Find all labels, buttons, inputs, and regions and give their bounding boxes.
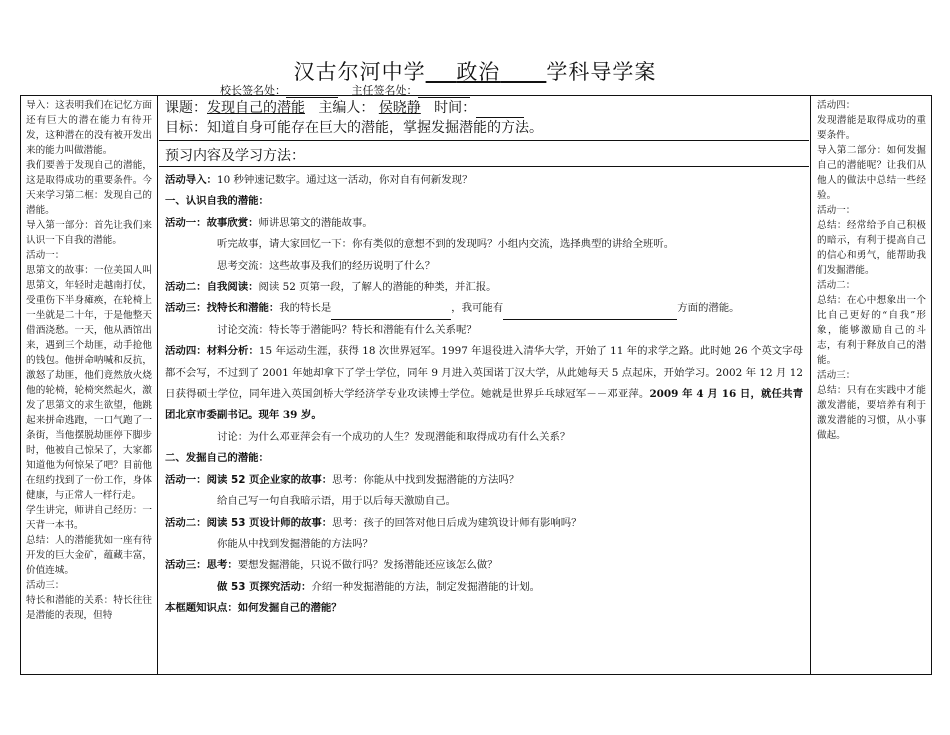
activity-b1-task: 给自己写一句自我暗示语，用于以后每天激励自己。: [217, 495, 456, 508]
right-note: 活动四：: [817, 100, 856, 111]
potential-blank[interactable]: [503, 307, 677, 320]
intro-line: 活动导入：10 秒钟速记数字。通过这一活动，你对自有何新发现？: [165, 174, 473, 186]
right-note: 活动三：: [817, 370, 856, 381]
right-note: 导入第二部分：如何发掘自己的潜能呢？让我们从他人的做法中总结一些经验。: [817, 145, 926, 201]
school-name: 汉古尔河中学: [293, 60, 426, 84]
director-signature-label: 主任签名处：: [351, 84, 418, 97]
main-content-column: [159, 96, 809, 674]
right-note: 总结：在心中想象出一个比自己更好的“自我”形象，能够激励自己的斗志，有利于释放自己的潜能。: [817, 295, 926, 366]
goal-row: 目标：知道自身可能存在巨大的潜能，掌握发掘潜能的方法。: [165, 120, 543, 136]
right-note: 总结：只有在实践中才能激发潜能，要培养有利于激发潜能的习惯，从小事做起。: [817, 385, 926, 441]
lesson-goal: 知道自身可能存在巨大的潜能，掌握发掘潜能的方法。: [207, 120, 543, 136]
activity-b3-explore: 做 53 页探究活动：介绍一种发掘潜能的方法，制定发掘潜能的计划。: [217, 580, 541, 593]
activity-b2: 活动二：阅读 53 页设计师的故事：思考：孩子的回答对他日后成为建筑设计师有影响吗？: [165, 516, 582, 529]
activity-4-discussion: 讨论：为什么邓亚萍会有一个成功的人生？发现潜能和取得成功有什么关系？: [217, 430, 571, 443]
right-note: 活动二：: [817, 280, 856, 291]
activity-b3: 活动三：思考：要想发掘潜能，只说不做行吗？发扬潜能还应该怎么做？: [165, 559, 498, 572]
activity-b2-question: 你能从中找到发掘潜能的方法吗？: [217, 537, 373, 550]
subject-name: 政治: [456, 60, 501, 84]
left-note: 导入：这表明我们在记忆方面还有巨大的潜在能力有待开发，这种潜在的没有被开发出来的能力叫做潜能。: [26, 100, 152, 156]
activity-3-discussion: 讨论交流：特长等于潜能吗？特长和潜能有什么关系呢？: [217, 323, 477, 336]
activity-4: 活动四：材料分析：15 年运动生涯，获得 18 次世界冠军。1997 年退役进入清华大学，开始了 11 年的求学之路。此时她 26 个英文字母都不会写，不过到了 2001 年她却拿下了学士学位，同年 9 月进入英国诺丁汉大学，从此她每天 5 点起床，开始学习。2002 年 12 月 12 日获得硕士学位，同年进入英国剑桥大学经济学专业攻读博士学位。她就是世界乒乓球冠军－－邓亚萍。2009 年 4 月 16 日，就任共青团北京市委副书记。现年 39 岁。: [165, 345, 804, 422]
left-note: 活动三：: [26, 580, 65, 591]
title-suffix: 学科导学案: [546, 60, 657, 84]
activity-1-discussion: 思考交流：这些故事及我们的经历说明了什么？: [217, 259, 436, 272]
activity-3: 活动三：找特长和潜能：我的特长是 ，我可能有 方面的潜能。: [165, 298, 803, 319]
right-note: 发现潜能是取得成功的重要条件。: [817, 115, 926, 141]
preview-heading: 预习内容及学习方法：: [159, 145, 809, 167]
left-note: 学生讲完，师讲自己经历：一天背一本书。: [26, 505, 152, 531]
lesson-topic: 发现自己的潜能: [207, 100, 305, 116]
right-note: 总结：经常给予自己积极的暗示，有利于提高自己的信心和勇气，能帮助我们发掘潜能。: [817, 220, 926, 276]
right-notes-column: [810, 96, 931, 674]
activity-1-task: 听完故事，请大家回忆一下：你有类似的意想不到的发现吗？小组内交流，选择典型的讲给全班听。: [217, 238, 675, 251]
left-notes-column: [21, 96, 158, 674]
knowledge-summary: 本框题知识点：如何发掘自己的潜能？: [165, 602, 342, 615]
lesson-table: [20, 95, 932, 675]
section-two-heading: 二、发掘自己的潜能：: [165, 452, 269, 465]
principal-signature-label: 校长签名处：: [220, 84, 286, 97]
topic-row: 课题：发现自己的潜能 主编人： 侯晓静 时间：: [165, 98, 803, 118]
lesson-header: [159, 96, 809, 141]
left-note: 特长和潜能的关系：特长往往是潜能的表现，但特: [26, 595, 152, 621]
specialty-blank[interactable]: [331, 307, 451, 320]
right-note: 活动一：: [817, 205, 856, 216]
left-note: 我们要善于发现自己的潜能，这是取得成功的重要条件。今天来学习第二框：发现自己的潜能。: [26, 160, 152, 216]
lesson-editor: 侯晓静: [378, 100, 421, 116]
left-note: 思第文的故事：一位美国人叫思第文，年轻时走越南打仗，受重伤下半身瘫痪，在轮椅上一坐就是二十年，于是他整天借酒浇愁。一天，他从酒馆出来，遇到三个劫匪，动手抢他的钱包。他拼命呐喊和反抗，激怒了劫匪，他们竟然放火烧他的轮椅，轮椅突然起火，激发了思第文的求生欲望，他跳起来拼命逃跑，一口气跑了一条街，当他摆脱劫匪停下脚步时，他被自己惊呆了，大家都知道他为何惊呆了吧？目前他在纽约找到了一份工作，身体健康，与正常人一样行走。: [26, 265, 152, 501]
activity-b1: 活动一：阅读 52 页企业家的故事：思考：你能从中找到发掘潜能的方法吗？: [165, 473, 520, 486]
section-one-heading: 一、认识自我的潜能：: [165, 195, 269, 208]
time-blank: [476, 103, 524, 118]
left-note: 导入第一部分：首先让我们来认识一下自我的潜能。: [26, 220, 152, 246]
study-content: [159, 167, 809, 623]
left-note: 活动一：: [26, 250, 65, 261]
activity-1: 活动一：故事欣赏：师讲思第文的潜能故事。: [165, 216, 373, 229]
left-note: 总结：人的潜能犹如一座有待开发的巨大金矿，蕴藏丰富，价值连城。: [26, 535, 152, 576]
activity-2: 活动二：自我阅读：阅读 52 页第一段，了解人的潜能的种类，并汇报。: [165, 281, 497, 294]
